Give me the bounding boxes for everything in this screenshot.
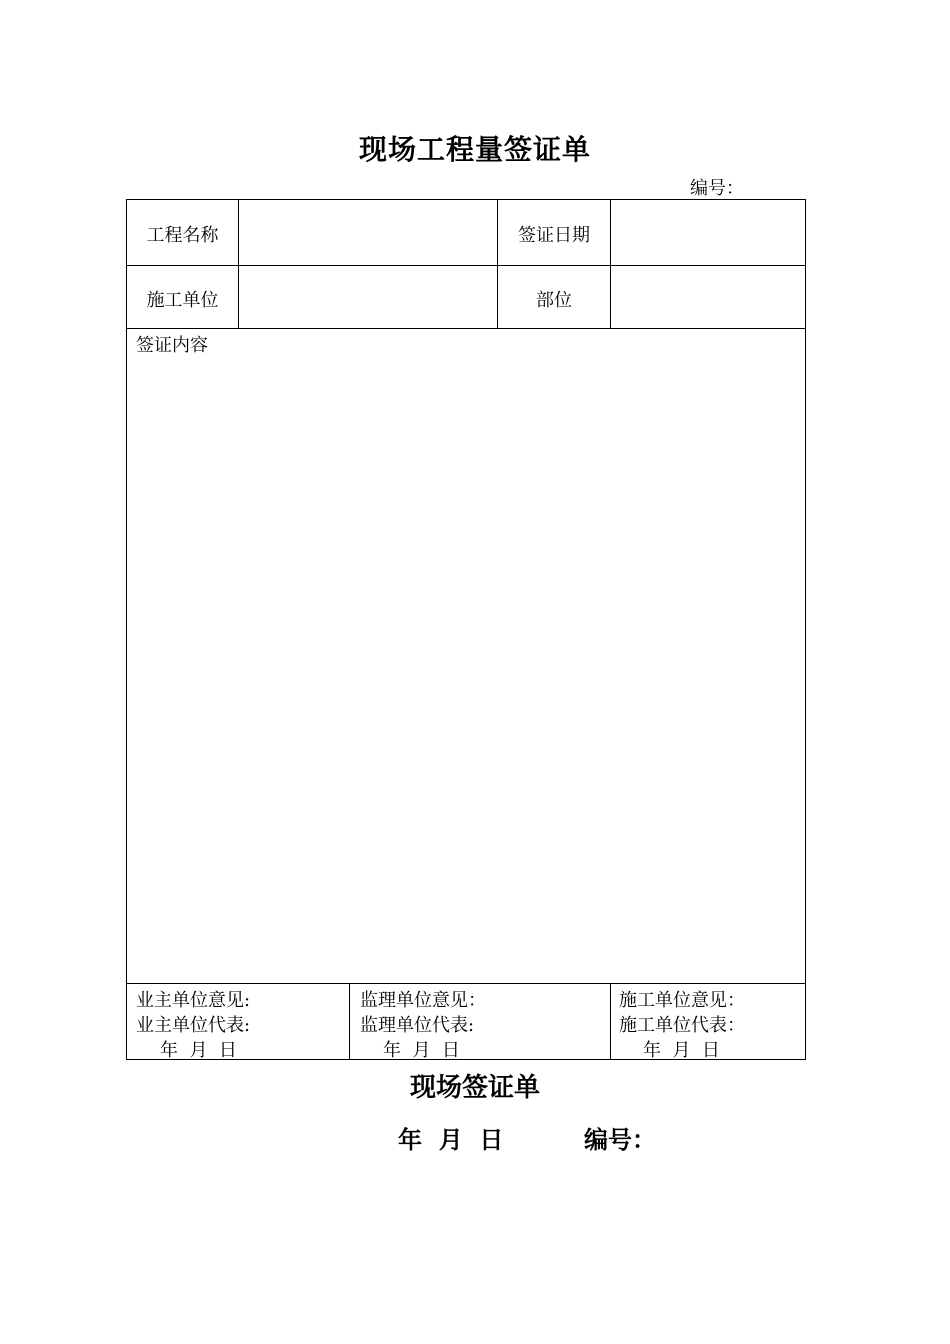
owner-representative-label: 业主单位代表:	[136, 1015, 251, 1036]
table-col-divider	[610, 199, 611, 329]
table-row-divider	[126, 265, 806, 266]
contractor-opinion-label: 施工单位意见：	[619, 990, 745, 1011]
contractor-date-label: 年 月 日	[643, 1040, 720, 1061]
supervisor-opinion-label: 监理单位意见：	[360, 990, 486, 1011]
table-col-divider	[610, 983, 611, 1060]
form-title: 现场工程量签证单	[358, 133, 591, 166]
table-border-top	[126, 199, 806, 200]
table-row-divider	[126, 983, 806, 984]
table-row-divider	[126, 328, 806, 329]
owner-opinion-label: 业主单位意见:	[136, 990, 251, 1011]
table-col-divider	[238, 199, 239, 329]
supervisor-representative-label: 监理单位代表:	[360, 1015, 475, 1036]
visa-date-label: 签证日期	[518, 225, 590, 246]
table-col-divider	[349, 983, 350, 1060]
visa-content-field[interactable]	[136, 360, 796, 975]
serial-number-label: 编号：	[690, 178, 744, 199]
supervisor-date-label: 年 月 日	[383, 1040, 460, 1061]
visa-content-label: 签证内容	[136, 335, 208, 356]
second-form-title: 现场签证单	[409, 1073, 540, 1103]
table-border-right	[805, 199, 806, 1060]
project-name-label: 工程名称	[146, 225, 219, 246]
location-label: 部位	[536, 290, 572, 311]
owner-date-label: 年 月 日	[160, 1040, 237, 1061]
contractor-label: 施工单位	[146, 290, 219, 311]
second-form-date: 年 月 日	[398, 1125, 504, 1154]
contractor-representative-label: 施工单位代表：	[619, 1015, 745, 1036]
second-form-serial-label: 编号：	[584, 1125, 656, 1154]
table-border-left	[126, 199, 127, 1060]
